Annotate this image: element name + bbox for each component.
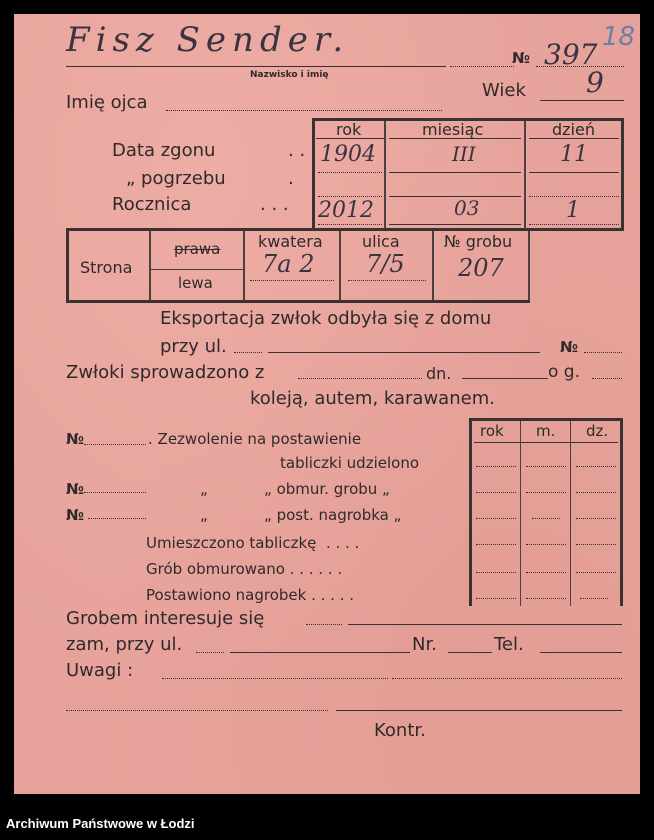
notes-line-2b[interactable] <box>336 710 622 711</box>
age-line[interactable] <box>540 100 624 101</box>
death-date-label: Data zgonu . . <box>112 140 306 161</box>
side-label: Strona <box>80 258 133 277</box>
export-street-label: przy ul. <box>160 336 227 357</box>
grave-walled-label: Grób obmurowano . . . . . . <box>146 560 343 578</box>
father-input[interactable] <box>166 110 442 111</box>
col-grave-number: № grobu <box>444 232 513 251</box>
col-month: miesiąc <box>422 120 484 139</box>
side-right: prawa <box>174 240 221 258</box>
permit-plate-input[interactable] <box>84 444 146 445</box>
notes-line-2a[interactable] <box>66 710 328 711</box>
nr-input[interactable] <box>448 652 492 653</box>
permit-tomb-input[interactable] <box>88 518 146 519</box>
number-line <box>536 66 624 67</box>
number-annotation: 18 <box>602 22 636 52</box>
archive-caption: Archiwum Państwowe w Łodzi <box>6 816 195 831</box>
permit-wall-text: „ obmur. grobu „ <box>264 480 390 498</box>
export-street-input[interactable] <box>268 352 540 353</box>
tel-input[interactable] <box>540 652 622 653</box>
father-label: Imię ojca <box>66 92 148 113</box>
permit-plate-text2: tabliczki udzielono <box>280 454 419 472</box>
death-year: 1904 <box>320 142 376 167</box>
number-label: № <box>512 49 531 67</box>
permit-plate-no: № <box>66 430 85 448</box>
hour-input[interactable] <box>592 378 622 379</box>
nr-label: Nr. <box>412 634 437 655</box>
col-street: ulica <box>362 232 400 251</box>
funeral-date-label: „ pogrzebu . <box>126 168 294 189</box>
name-line <box>66 66 446 67</box>
number-value: 397 <box>544 38 598 71</box>
transfer-from-input[interactable] <box>298 378 422 379</box>
street-value: 7/5 <box>366 250 405 278</box>
export-number-label: № <box>560 338 579 356</box>
age-value: 9 <box>586 66 604 99</box>
anniversary-day: 1 <box>566 198 580 223</box>
notes-input[interactable] <box>162 678 388 679</box>
hour-label: o g. <box>548 362 580 382</box>
age-label: Wiek <box>482 80 526 101</box>
col-day: dzień <box>552 120 595 139</box>
address-label: zam, przy ul. <box>66 634 183 655</box>
permit-wall-no: № <box>66 480 85 498</box>
quarter-value: 7a 2 <box>262 250 315 278</box>
day-input[interactable] <box>462 378 548 379</box>
permit-tomb-quote1: „ <box>200 506 208 524</box>
export-number-input[interactable] <box>584 352 622 353</box>
death-day: 11 <box>560 142 588 167</box>
anniversary-label: Rocznica . . . <box>112 194 289 215</box>
col-month-2: m. <box>536 422 556 440</box>
death-month: III <box>452 142 476 166</box>
burial-record-card <box>14 14 640 794</box>
anniversary-year: 2012 <box>318 198 374 223</box>
anniversary-month: 03 <box>454 196 480 220</box>
col-day-2: dz. <box>586 422 609 440</box>
transfer-label: Zwłoki sprowadzono z <box>66 362 265 383</box>
permit-plate-text: . Zezwolenie na postawienie <box>148 430 362 448</box>
interested-input-dotted[interactable] <box>306 624 342 625</box>
permit-wall-input[interactable] <box>84 492 146 493</box>
col-quarter: kwatera <box>258 232 323 251</box>
control-label: Kontr. <box>374 720 426 741</box>
export-text: Eksportacja zwłok odbyła się z domu <box>160 308 492 329</box>
name-caption: Nazwisko i imię <box>250 70 329 80</box>
permit-wall-quote1: „ <box>200 480 208 498</box>
transport-options: koleją, autem, karawanem. <box>250 388 495 409</box>
address-input[interactable] <box>230 652 410 653</box>
name-line-dotted <box>450 66 514 67</box>
permit-tomb-text: „ post. nagrobka „ <box>264 506 402 524</box>
interested-label: Grobem interesuje się <box>66 608 265 629</box>
notes-input-2[interactable] <box>392 678 622 679</box>
interested-input[interactable] <box>348 624 622 625</box>
tel-label: Tel. <box>494 634 524 655</box>
side-left: lewa <box>178 274 213 292</box>
name-value: Fisz Sender. <box>66 20 350 60</box>
grave-number-value: 207 <box>458 254 504 282</box>
tombstone-placed-label: Postawiono nagrobek . . . . . <box>146 586 355 604</box>
col-year: rok <box>336 120 362 139</box>
day-label: dn. <box>426 364 452 383</box>
col-year-2: rok <box>480 422 504 440</box>
plate-placed-label: Umieszczono tabliczkę . . . . <box>146 534 360 552</box>
notes-label: Uwagi : <box>66 660 134 681</box>
permit-tomb-no: № <box>66 506 85 524</box>
